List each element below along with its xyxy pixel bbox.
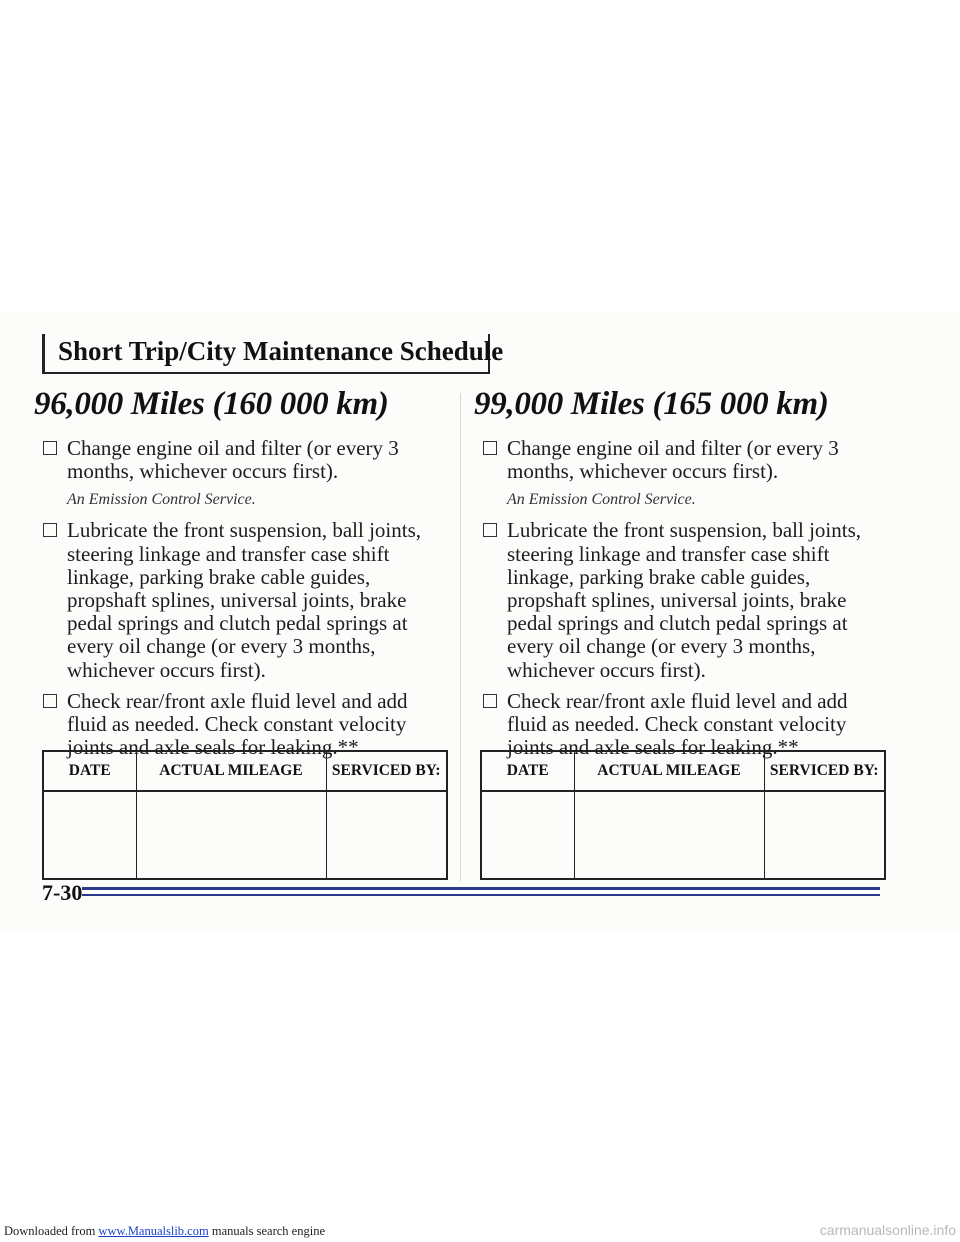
checklist-item-lubricate: [34, 519, 454, 681]
item-text: Lubricate the front suspension, ball joints, steering linkage and transfer case shift linkage, parking brake cable guides, propshaft splines, universal joints, brake pedal springs and clutch pedal springs at every oil change (or every 3 months, whichever occurs first).: [507, 518, 862, 682]
checkbox-icon[interactable]: [43, 523, 57, 537]
footer-rule: [82, 894, 880, 896]
checkbox-icon[interactable]: [43, 694, 57, 708]
checkbox-icon[interactable]: [43, 441, 57, 455]
serviced-by-cell[interactable]: [326, 791, 447, 879]
column-header-mileage: ACTUAL MILEAGE: [136, 751, 326, 791]
manualslib-link[interactable]: www.Manualslib.com: [98, 1224, 209, 1238]
emission-note: An Emission Control Service.: [67, 491, 256, 509]
download-text: [4, 1224, 325, 1239]
section-99000: [474, 386, 894, 759]
page-title: Short Trip/City Maintenance Schedule: [58, 336, 504, 366]
serviced-by-cell[interactable]: [764, 791, 885, 879]
service-record-table: [480, 750, 886, 880]
section-heading: 99,000 Miles (165 000 km): [474, 386, 829, 422]
checklist-item-axle: [34, 690, 454, 760]
column-header-date: DATE: [481, 751, 574, 791]
item-text: Change engine oil and filter (or every 3 months, whichever occurs first).: [507, 436, 839, 484]
section-heading: 96,000 Miles (160 000 km): [34, 386, 389, 422]
checkbox-icon[interactable]: [483, 694, 497, 708]
page-number: 7-30: [42, 880, 83, 905]
checklist-item-oil: [474, 437, 894, 483]
item-text: Change engine oil and filter (or every 3 months, whichever occurs first).: [67, 436, 399, 484]
download-suffix: manuals search engine: [208, 1224, 325, 1238]
column-header-date: DATE: [43, 751, 136, 791]
emission-note: An Emission Control Service.: [507, 491, 696, 509]
mileage-cell[interactable]: [136, 791, 326, 879]
column-header-mileage: ACTUAL MILEAGE: [574, 751, 764, 791]
section-96000: [34, 386, 454, 759]
item-text: Lubricate the front suspension, ball joints, steering linkage and transfer case shift linkage, parking brake cable guides, propshaft splines, universal joints, brake pedal springs and clutch pedal springs at every oil change (or every 3 months, whichever occurs first).: [67, 518, 422, 682]
download-bar: [0, 1222, 960, 1242]
footer-rule: [82, 887, 880, 890]
column-header-serviced-by: SERVICED BY:: [764, 751, 885, 791]
checklist-item-axle: [474, 690, 894, 760]
column-divider: [460, 393, 461, 881]
mileage-cell[interactable]: [574, 791, 764, 879]
checkbox-icon[interactable]: [483, 523, 497, 537]
date-cell[interactable]: [481, 791, 574, 879]
watermark: carmanualsonline.info: [819, 1222, 956, 1238]
checkbox-icon[interactable]: [483, 441, 497, 455]
item-text: Check rear/front axle fluid level and add fluid as needed. Check constant velocity joints and axle seals for leaking.**: [67, 688, 408, 760]
date-cell[interactable]: [43, 791, 136, 879]
service-record-table: [42, 750, 448, 880]
item-text: Check rear/front axle fluid level and add fluid as needed. Check constant velocity joints and axle seals for leaking.**: [507, 688, 848, 760]
checklist-item-oil: [34, 437, 454, 483]
checklist-item-lubricate: [474, 519, 894, 681]
download-prefix: Downloaded from: [4, 1224, 99, 1238]
column-header-serviced-by: SERVICED BY:: [326, 751, 447, 791]
